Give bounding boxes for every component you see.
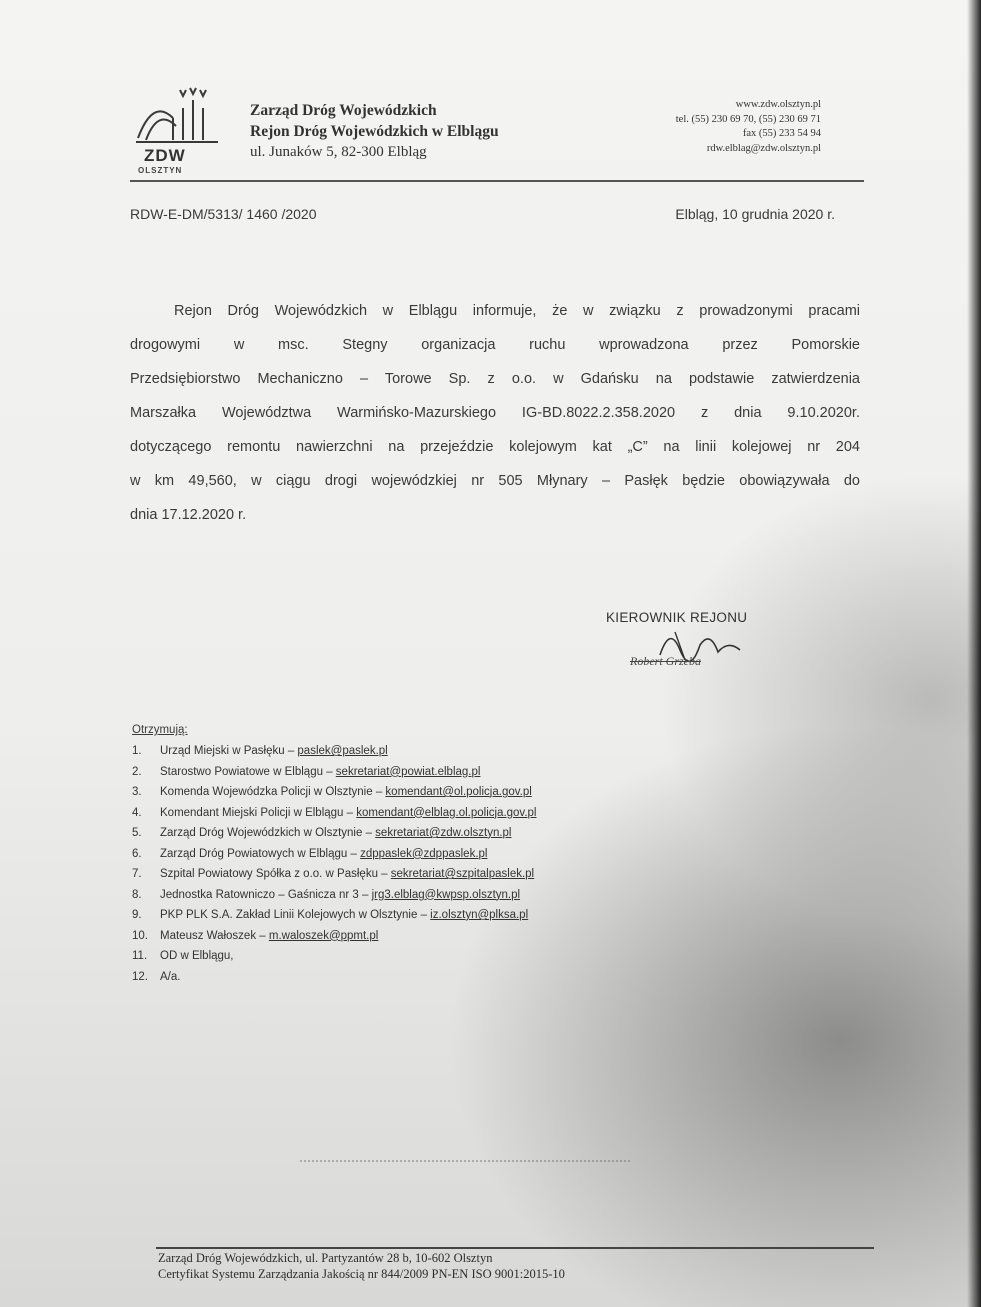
item-text: A/a. (160, 970, 181, 983)
item-text: Jednostka Ratowniczo – Gaśnicza nr 3 – (160, 888, 372, 901)
item-text: Szpital Powiatowy Spółka z o.o. w Pasłęku – (160, 868, 391, 880)
item-text: Komendant Miejski Policji w Elblągu – (160, 806, 357, 819)
item-text: Zarząd Dróg Wojewódzkich w Olsztynie – (160, 827, 376, 839)
body-line: w km 49,560, w ciągu drogi wojewódzkiej nr 505 Młynary – Pasłęk będzie obowiązywała do (130, 473, 860, 489)
letter-body (130, 294, 860, 532)
item-text: Mateusz Wałoszek – (160, 929, 269, 942)
footer-certificate: Certyfikat Systemu Zarządzania Jakością nr 844/2009 PN-EN ISO 9001:2015-10 (158, 1267, 565, 1281)
scan-artifact-divider (300, 1160, 630, 1165)
body-line: Przedsiębiorstwo Mechaniczno – Torowe Sp. z o.o. w Gdańsku na podstawie zatwierdzenia (130, 371, 860, 387)
footer-divider (156, 1247, 874, 1249)
item-text: Starostwo Powiatowe w Elblągu – (160, 765, 336, 778)
list-item (132, 967, 536, 988)
item-text: OD w Elblągu, (160, 950, 234, 962)
item-email: iz.olsztyn@plksa.pl (430, 909, 529, 921)
item-text: PKP PLK S.A. Zakład Linii Kolejowych w Olsztynie – (160, 909, 431, 921)
header-divider (130, 180, 864, 182)
item-number: 10. (132, 929, 148, 942)
recipients-title: Otrzymują: (132, 724, 188, 736)
item-email: sekretariat@powiat.elblag.pl (335, 765, 481, 778)
org-region: Rejon Dróg Wojewódzkich w Elblągu (250, 123, 499, 140)
body-line: dotyczącego remontu nawierzchni na przejeździe kolejowym kat „C” na linii kolejowej nr 204 (130, 439, 860, 455)
item-email: komendant@ol.policja.gov.pl (385, 786, 532, 798)
item-number: 8. (132, 888, 142, 901)
item-number: 7. (132, 868, 142, 880)
contact-www: www.zdw.olsztyn.pl (735, 99, 821, 110)
list-item (132, 926, 536, 947)
org-name: Zarząd Dróg Wojewódzkich (250, 102, 437, 119)
body-line: drogowymi w msc. Stegny organizacja ruchu wprowadzona przez Pomorskie (130, 337, 860, 353)
footer-address: Zarząd Dróg Wojewódzkich, ul. Partyzantów 28 b, 10-602 Olsztyn (158, 1251, 493, 1265)
body-line: Rejon Dróg Wojewódzkich w Elblągu informuje, że w związku z prowadzonymi pracami (174, 303, 860, 319)
logo-subtext: OLSZTYN (138, 166, 183, 175)
list-item (132, 823, 536, 844)
signature-title: KIEROWNIK REJONU (606, 610, 748, 625)
item-email: jrg3.elblag@kwpsp.olsztyn.pl (371, 888, 521, 901)
list-item (132, 946, 536, 967)
reference-number: RDW-E-DM/5313/ 1460 /2020 (130, 206, 317, 222)
item-text: Zarząd Dróg Powiatowych w Elblągu – (160, 847, 361, 860)
list-item (132, 803, 536, 824)
item-email: paslek@paslek.pl (297, 745, 388, 757)
recipients-list (132, 741, 536, 987)
signature-name: Robert Grzeba (630, 654, 701, 668)
footer (158, 1250, 565, 1282)
organization-block (250, 100, 499, 163)
item-text: Urząd Miejski w Pasłęku – (160, 745, 298, 757)
body-line: dnia 17.12.2020 r. (130, 507, 247, 523)
list-item (132, 762, 536, 783)
list-item (132, 844, 536, 865)
item-number: 12. (132, 970, 148, 983)
item-number: 5. (132, 827, 142, 839)
contact-block (676, 98, 821, 156)
item-email: m.waloszek@ppmt.pl (268, 929, 379, 942)
item-number: 4. (132, 806, 142, 819)
item-number: 11. (132, 950, 148, 962)
item-number: 2. (132, 765, 142, 778)
item-email: sekretariat@szpitalpaslek.pl (390, 868, 535, 880)
contact-email: rdw.elblag@zdw.olsztyn.pl (706, 142, 821, 154)
item-number: 6. (132, 847, 142, 860)
list-item (132, 864, 536, 885)
item-number: 9. (132, 909, 142, 921)
list-item (132, 782, 536, 803)
item-number: 3. (132, 786, 142, 798)
item-email: zdppaslek@zdppaslek.pl (360, 847, 488, 860)
item-email: komendant@elblag.ol.policja.gov.pl (356, 806, 537, 819)
page-edge-shadow (967, 0, 981, 1307)
item-text: Komenda Wojewódzka Policji w Olsztynie – (160, 786, 386, 798)
body-line: Marszałka Województwa Warmińsko-Mazurskiego IG-BD.8022.2.358.2020 z dnia 9.10.2020r. (130, 405, 860, 421)
logo-text: ZDW (144, 146, 186, 165)
list-item (132, 741, 536, 762)
contact-tel: tel. (55) 230 69 70, (55) 230 69 71 (675, 113, 821, 125)
list-item (132, 905, 536, 926)
item-number: 1. (132, 745, 142, 757)
item-email: sekretariat@zdw.olsztyn.pl (375, 827, 512, 839)
contact-fax: fax (55) 233 54 94 (742, 128, 821, 139)
list-item (132, 885, 536, 906)
document-date: Elbląg, 10 grudnia 2020 r. (675, 206, 835, 222)
org-address: ul. Junaków 5, 82-300 Elbląg (250, 144, 427, 160)
